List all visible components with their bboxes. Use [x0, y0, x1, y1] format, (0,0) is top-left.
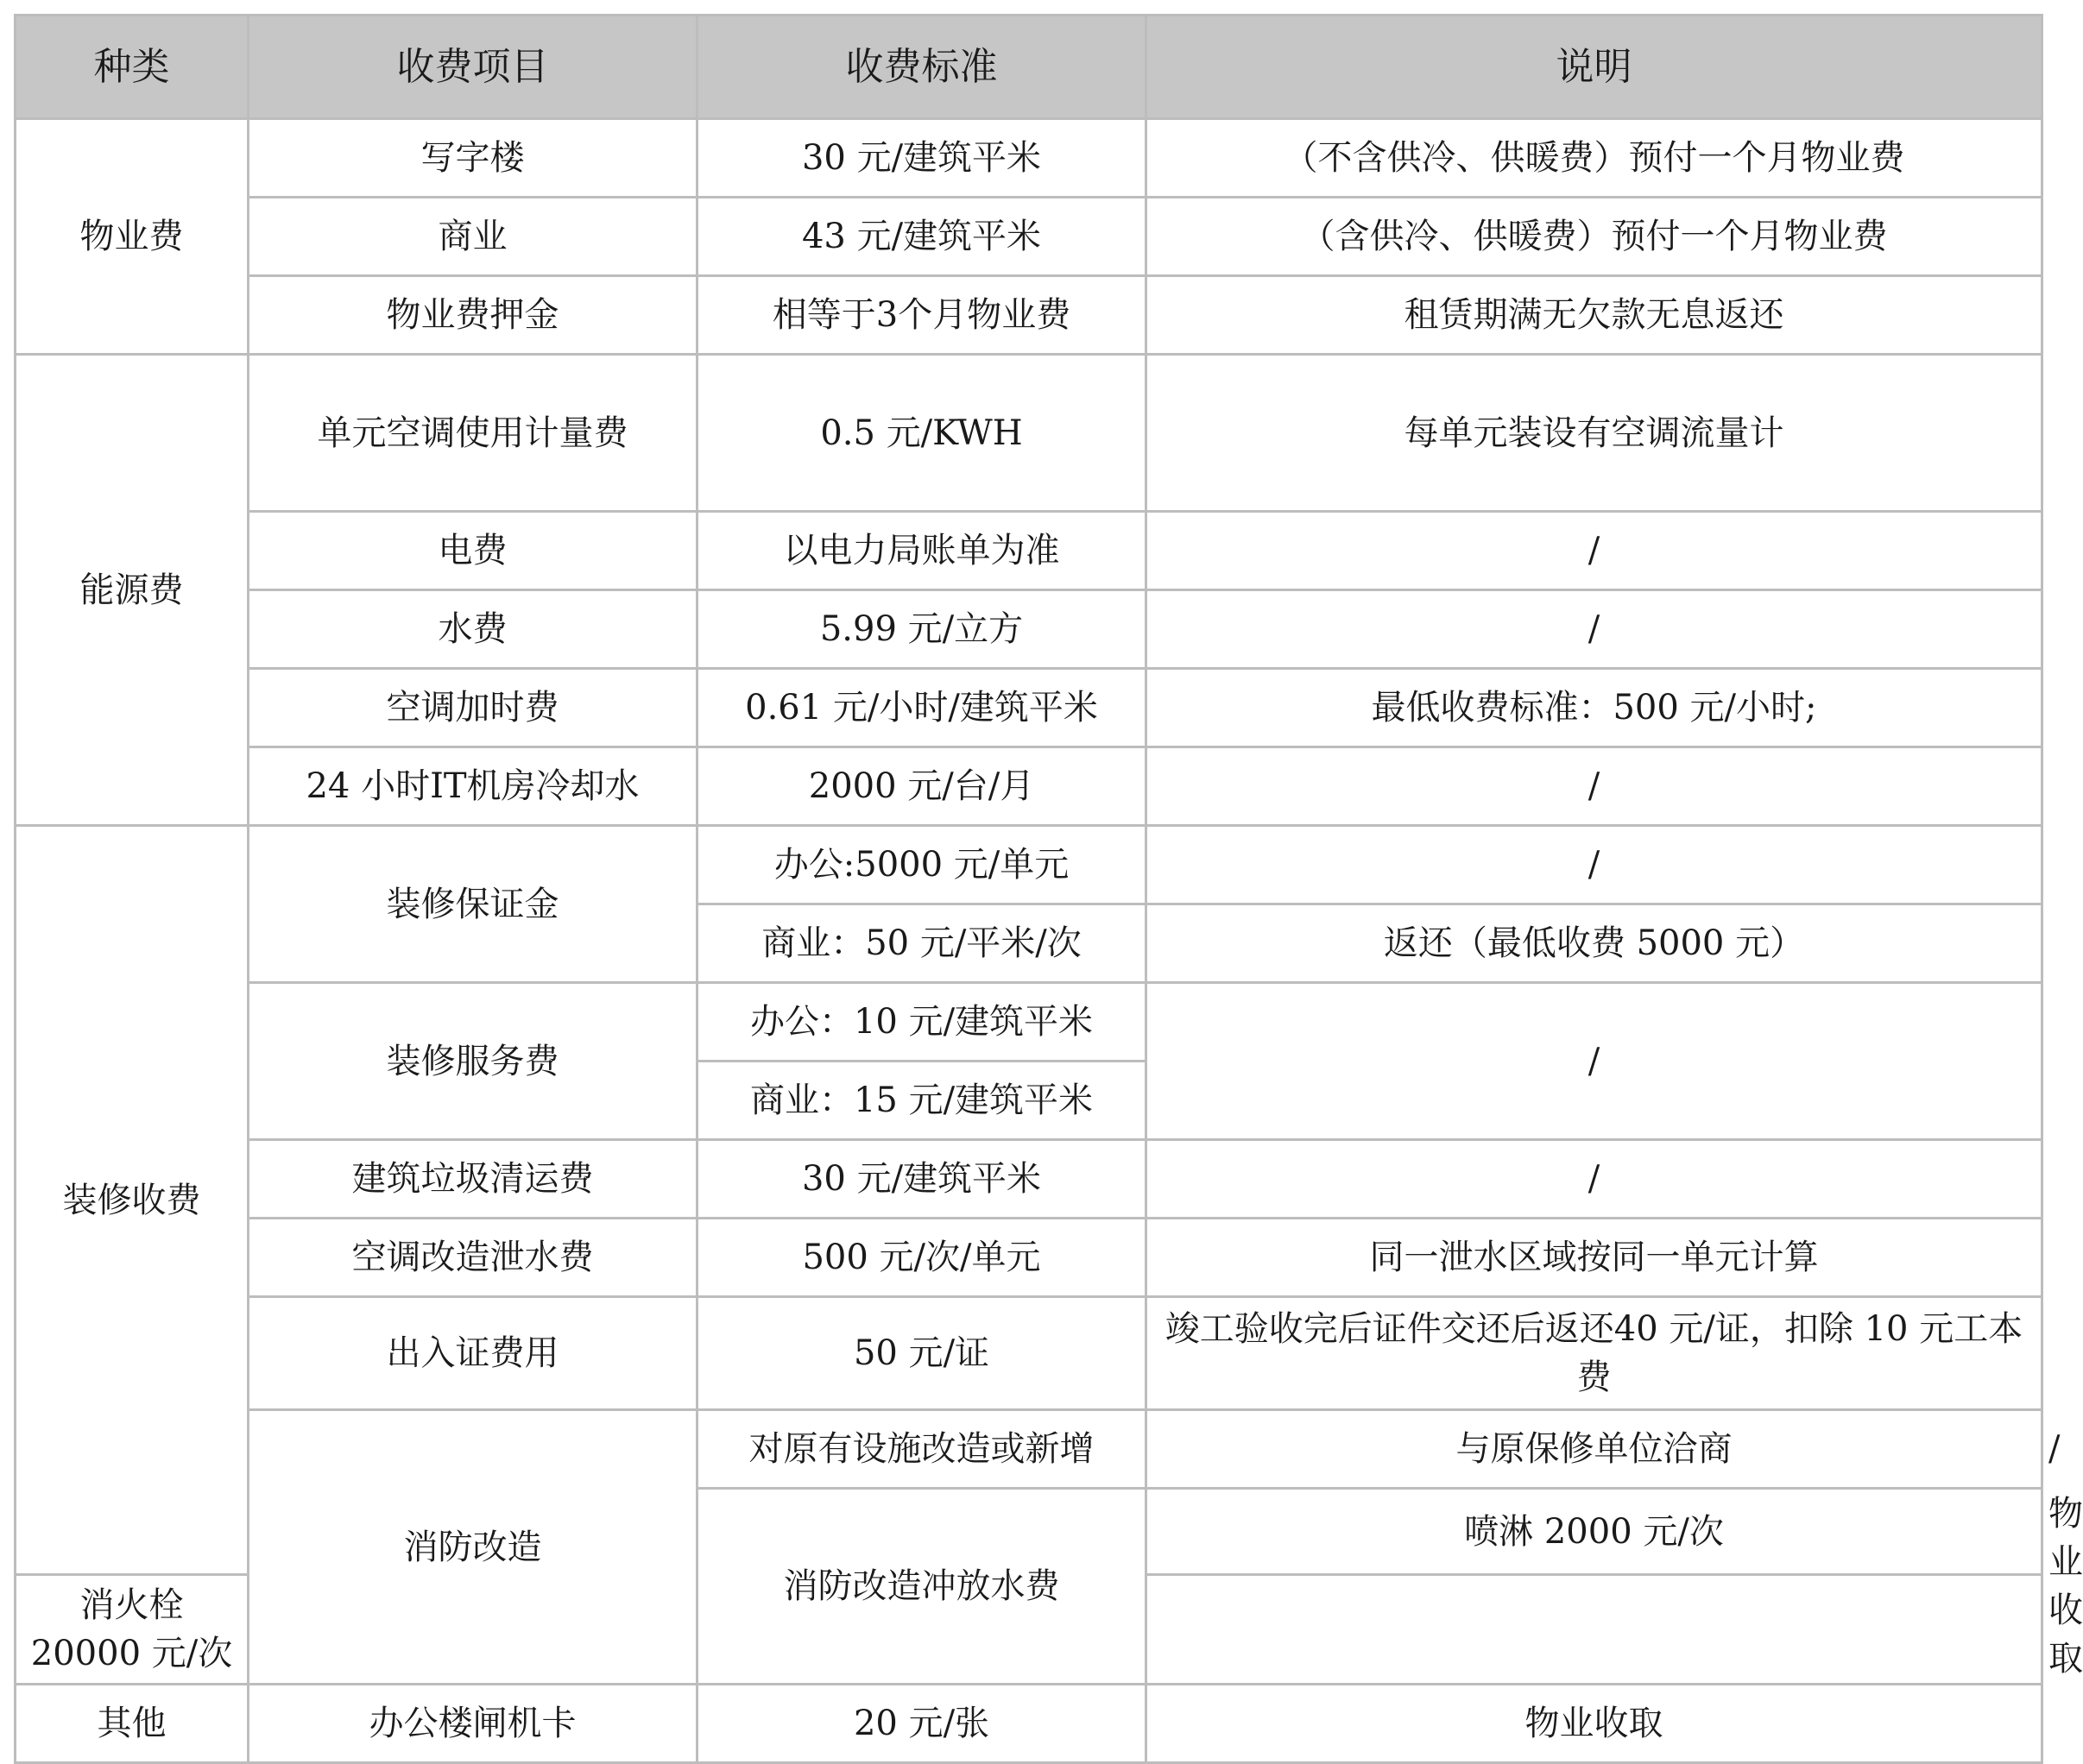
- table-row: [16, 1685, 2042, 1763]
- table-row: [16, 119, 2042, 198]
- table-row: 消防改造 对原有设施改造或新增 与原保修单位洽商 /: [16, 1410, 2042, 1489]
- standard-cell: 与原保修单位洽商: [1146, 1410, 2042, 1489]
- standard-cell: 2000 元/台/月: [697, 747, 1146, 826]
- note-cell: 租赁期满无欠款无息返还: [1146, 276, 2042, 355]
- table-row: [16, 669, 2042, 747]
- note-cell: /: [1146, 512, 2042, 590]
- note-cell: 返还（最低收费 5000 元）: [1146, 904, 2042, 983]
- item-cell: 24 小时IT机房冷却水: [249, 747, 697, 826]
- standard-cell: 商业：15 元/建筑平米: [697, 1062, 1146, 1140]
- category-cell: 物业费: [16, 119, 249, 355]
- standard-cell: 43 元/建筑平米: [697, 198, 1146, 276]
- note-cell: （含供冷、供暖费）预付一个月物业费: [1146, 198, 2042, 276]
- note-cell: 竣工验收完后证件交还后返还40 元/证，扣除 10 元工本费: [1146, 1297, 2042, 1410]
- note-cell: 同一泄水区域按同一单元计算: [1146, 1219, 2042, 1297]
- note-cell: /: [1146, 826, 2042, 904]
- note-cell: 物业收取: [1146, 1685, 2042, 1763]
- item-cell: 消防改造冲放水费: [697, 1489, 1146, 1685]
- standard-cell: 消火栓 20000 元/次: [16, 1575, 249, 1685]
- table-row: 消防改造冲放水费 喷淋 2000 元/次 物业收取: [16, 1489, 2042, 1575]
- standard-cell: 0.5 元/KWH: [697, 355, 1146, 512]
- fee-table: [14, 14, 2083, 1764]
- item-cell: 电费: [249, 512, 697, 590]
- category-cell: 其他: [16, 1685, 249, 1763]
- item-cell: 装修保证金: [249, 826, 697, 983]
- note-cell: /: [1146, 983, 2042, 1140]
- category-cell: 装修收费: [16, 826, 249, 1575]
- standard-cell: 相等于3个月物业费: [697, 276, 1146, 355]
- note-cell: 最低收费标准：500 元/小时;: [1146, 669, 2042, 747]
- item-cell: 物业费押金: [249, 276, 697, 355]
- note-cell: （不含供冷、供暖费）预付一个月物业费: [1146, 119, 2042, 198]
- item-cell: 水费: [249, 590, 697, 669]
- item-cell: 写字楼: [249, 119, 697, 198]
- item-cell: 办公楼闸机卡: [249, 1685, 697, 1763]
- category-cell: 能源费: [16, 355, 249, 826]
- note-cell: /: [1146, 590, 2042, 669]
- table-row: [16, 590, 2042, 669]
- table-row: [16, 747, 2042, 826]
- standard-cell: 以电力局账单为准: [697, 512, 1146, 590]
- standard-cell: 30 元/建筑平米: [697, 1140, 1146, 1219]
- standard-cell: 商业：50 元/平米/次: [697, 904, 1146, 983]
- item-cell: 空调改造泄水费: [249, 1219, 697, 1297]
- item-cell: 装修服务费: [249, 983, 697, 1140]
- standard-cell: 500 元/次/单元: [697, 1219, 1146, 1297]
- item-cell: 空调加时费: [249, 669, 697, 747]
- table-row: [16, 355, 2042, 512]
- table-header-row: [16, 16, 2042, 119]
- standard-cell: 30 元/建筑平米: [697, 119, 1146, 198]
- standard-cell: 喷淋 2000 元/次: [1146, 1489, 2042, 1575]
- standard-cell: 50 元/证: [697, 1297, 1146, 1410]
- category-cell: 消防改造: [249, 1410, 697, 1685]
- table-row: [16, 198, 2042, 276]
- standard-cell: 办公：10 元/建筑平米: [697, 983, 1146, 1062]
- table-row: [16, 826, 2042, 904]
- item-cell: 建筑垃圾清运费: [249, 1140, 697, 1219]
- table-row: [16, 1297, 2042, 1410]
- header-standard: 收费标准: [697, 16, 1146, 119]
- item-cell: 商业: [249, 198, 697, 276]
- note-cell: /: [1146, 747, 2042, 826]
- standard-cell: 5.99 元/立方: [697, 590, 1146, 669]
- standard-cell: 20 元/张: [697, 1685, 1146, 1763]
- standard-cell: 办公:5000 元/单元: [697, 826, 1146, 904]
- item-cell: 单元空调使用计量费: [249, 355, 697, 512]
- table-row: [16, 983, 2042, 1062]
- table-row: [16, 276, 2042, 355]
- table-row: [16, 1219, 2042, 1297]
- standard-cell: 0.61 元/小时/建筑平米: [697, 669, 1146, 747]
- header-note: 说明: [1146, 16, 2042, 119]
- item-cell: 对原有设施改造或新增: [697, 1410, 1146, 1489]
- note-cell: /: [1146, 1140, 2042, 1219]
- table-row: [16, 512, 2042, 590]
- header-item: 收费项目: [249, 16, 697, 119]
- note-cell: 每单元装设有空调流量计: [1146, 355, 2042, 512]
- item-cell: 出入证费用: [249, 1297, 697, 1410]
- header-category: 种类: [16, 16, 249, 119]
- table-row: [16, 1140, 2042, 1219]
